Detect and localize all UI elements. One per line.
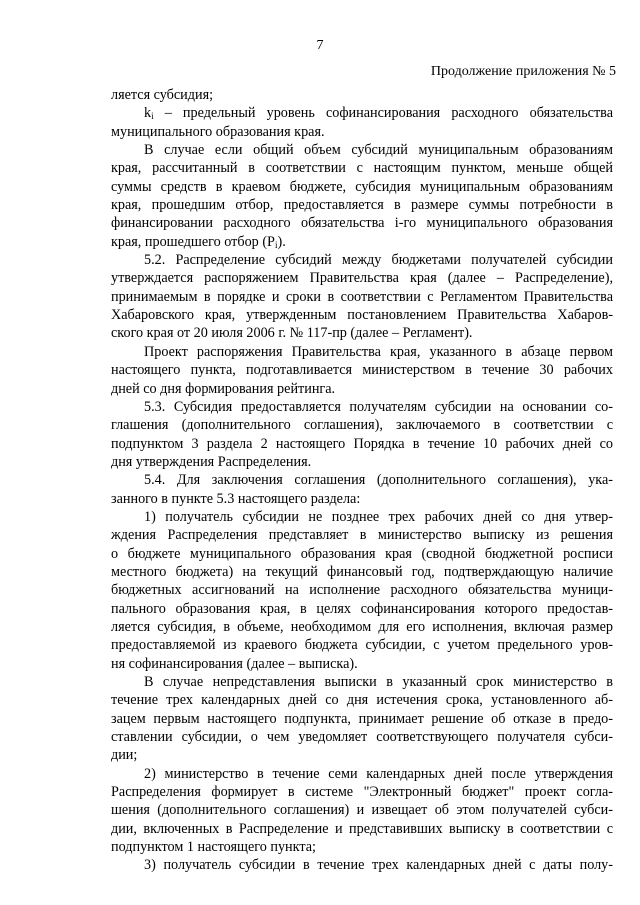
text-line: суммы средств в краевом бюджете, субсидия муниципальным образованиям bbox=[111, 178, 613, 195]
text-line: 5.4. Для заключения соглашения (дополнительного соглашения), ука- bbox=[144, 472, 613, 489]
text-line: дней со дня формирования рейтинга. bbox=[111, 380, 336, 397]
text-line: ляется субсидия; bbox=[111, 87, 214, 103]
appendix-continuation-note: Продолжение приложения № 5 bbox=[430, 64, 616, 79]
text-line: ского края от 20 июля 2006 г. № 117-пр (далее – Регламент). bbox=[111, 325, 473, 342]
text-line: ня софинансирования (далее – выписка). bbox=[111, 655, 358, 672]
text-line: занного в пункте 5.3 настоящего раздела: bbox=[111, 490, 361, 507]
text-line: ставлении субсидии, о чем уведомляет соответствующего получателя субси- bbox=[111, 729, 613, 746]
text-line: 3) получатель субсидии в течение трех календарных дней с даты полу- bbox=[144, 857, 613, 874]
text-line: шения (дополнительного соглашения) и извещает об этом получателей субси- bbox=[111, 802, 613, 819]
text-line: глашения (дополнительного соглашения), заключаемого в соответствии с bbox=[111, 417, 613, 434]
text-line: зацем первым настоящего подпункта, принимает решение об отказе в предо- bbox=[111, 710, 613, 727]
page-number: 7 bbox=[316, 38, 324, 53]
text-line: местного бюджета) на текущий финансовый год, подтверждающую наличие bbox=[111, 563, 613, 580]
text-line: дии; bbox=[111, 747, 138, 764]
text-line: ждения Распределения представляет в министерство выписку из решения bbox=[111, 527, 613, 544]
text-line: течение трех календарных дней со дня истечения срока, установленного аб- bbox=[111, 692, 613, 709]
text-line: подпунктом 3 раздела 2 настоящего Порядка в течение 10 рабочих дней со bbox=[111, 435, 613, 452]
text-line: 5.3. Субсидия предоставляется получателям субсидии на основании со- bbox=[144, 398, 613, 415]
text-line: дня утверждения Распределения. bbox=[111, 453, 312, 470]
text-line: 2) министерство в течение семи календарных дней после утверждения bbox=[144, 765, 613, 782]
text-line: дии, включенных в Распределение и представивших выписку в соответствии с bbox=[111, 820, 613, 837]
text-line: В случае непредставления выписки в указанный срок министерство в bbox=[144, 674, 613, 690]
text-line: Хабаровского края, утвержденным постановлением Правительства Хабаров- bbox=[111, 307, 613, 324]
text-line: пального образования края, в целях софинансирования которого предостав- bbox=[111, 600, 613, 617]
text-line: принимаемым в порядке и сроки в соответствии с Регламентом Правительства bbox=[111, 288, 613, 305]
text-line: $k_i$ – предельный уровень софинансирования расходного обязательства bbox=[144, 105, 613, 122]
text-line: края, прошедшим отбор, предоставляется в размере суммы потребности в bbox=[111, 197, 613, 214]
text-line: настоящего пункта, подготавливается министерством в течение 30 рабочих bbox=[111, 362, 613, 379]
text-line: края, прошедшего отбор $(P_i)$. bbox=[111, 233, 286, 250]
text-line: бюджетных ассигнований на исполнение расходного обязательства муници- bbox=[111, 582, 613, 599]
text-line: В случае если общий объем субсидий муниципальным образованиям bbox=[144, 142, 613, 159]
text-line: края, рассчитанный в соответствии с настоящим пунктом, меньше общей bbox=[111, 160, 613, 177]
text-line: предоставляемой из краевого бюджета субсидии, с учетом предельного уров- bbox=[111, 637, 613, 654]
text-line: 1) получатель субсидии не позднее трех рабочих дней со дня утвер- bbox=[144, 508, 613, 525]
text-line: ляется субсидия, в объеме, необходимом для его исполнения, включая размер bbox=[111, 618, 613, 635]
text-line: 5.2. Распределение субсидий между бюджетами получателей субсидии bbox=[144, 252, 613, 269]
text-line: Проект распоряжения Правительства края, указанного в абзаце первом bbox=[144, 343, 613, 360]
text-line: подпунктом 1 настоящего пункта; bbox=[111, 839, 316, 856]
text-line: финансировании расходного обязательства i-го муниципального образования bbox=[111, 215, 613, 232]
text-line: утверждается распоряжением Правительства края (далее – Распределение), bbox=[111, 270, 613, 287]
body-text bbox=[111, 86, 613, 875]
text-line: о бюджете муниципального образования края (сводной бюджетной росписи bbox=[111, 545, 613, 562]
text-line: Распределения формирует в системе "Электронный бюджет" проект соглa- bbox=[111, 784, 613, 801]
text-line: муниципального образования края. bbox=[111, 123, 325, 140]
